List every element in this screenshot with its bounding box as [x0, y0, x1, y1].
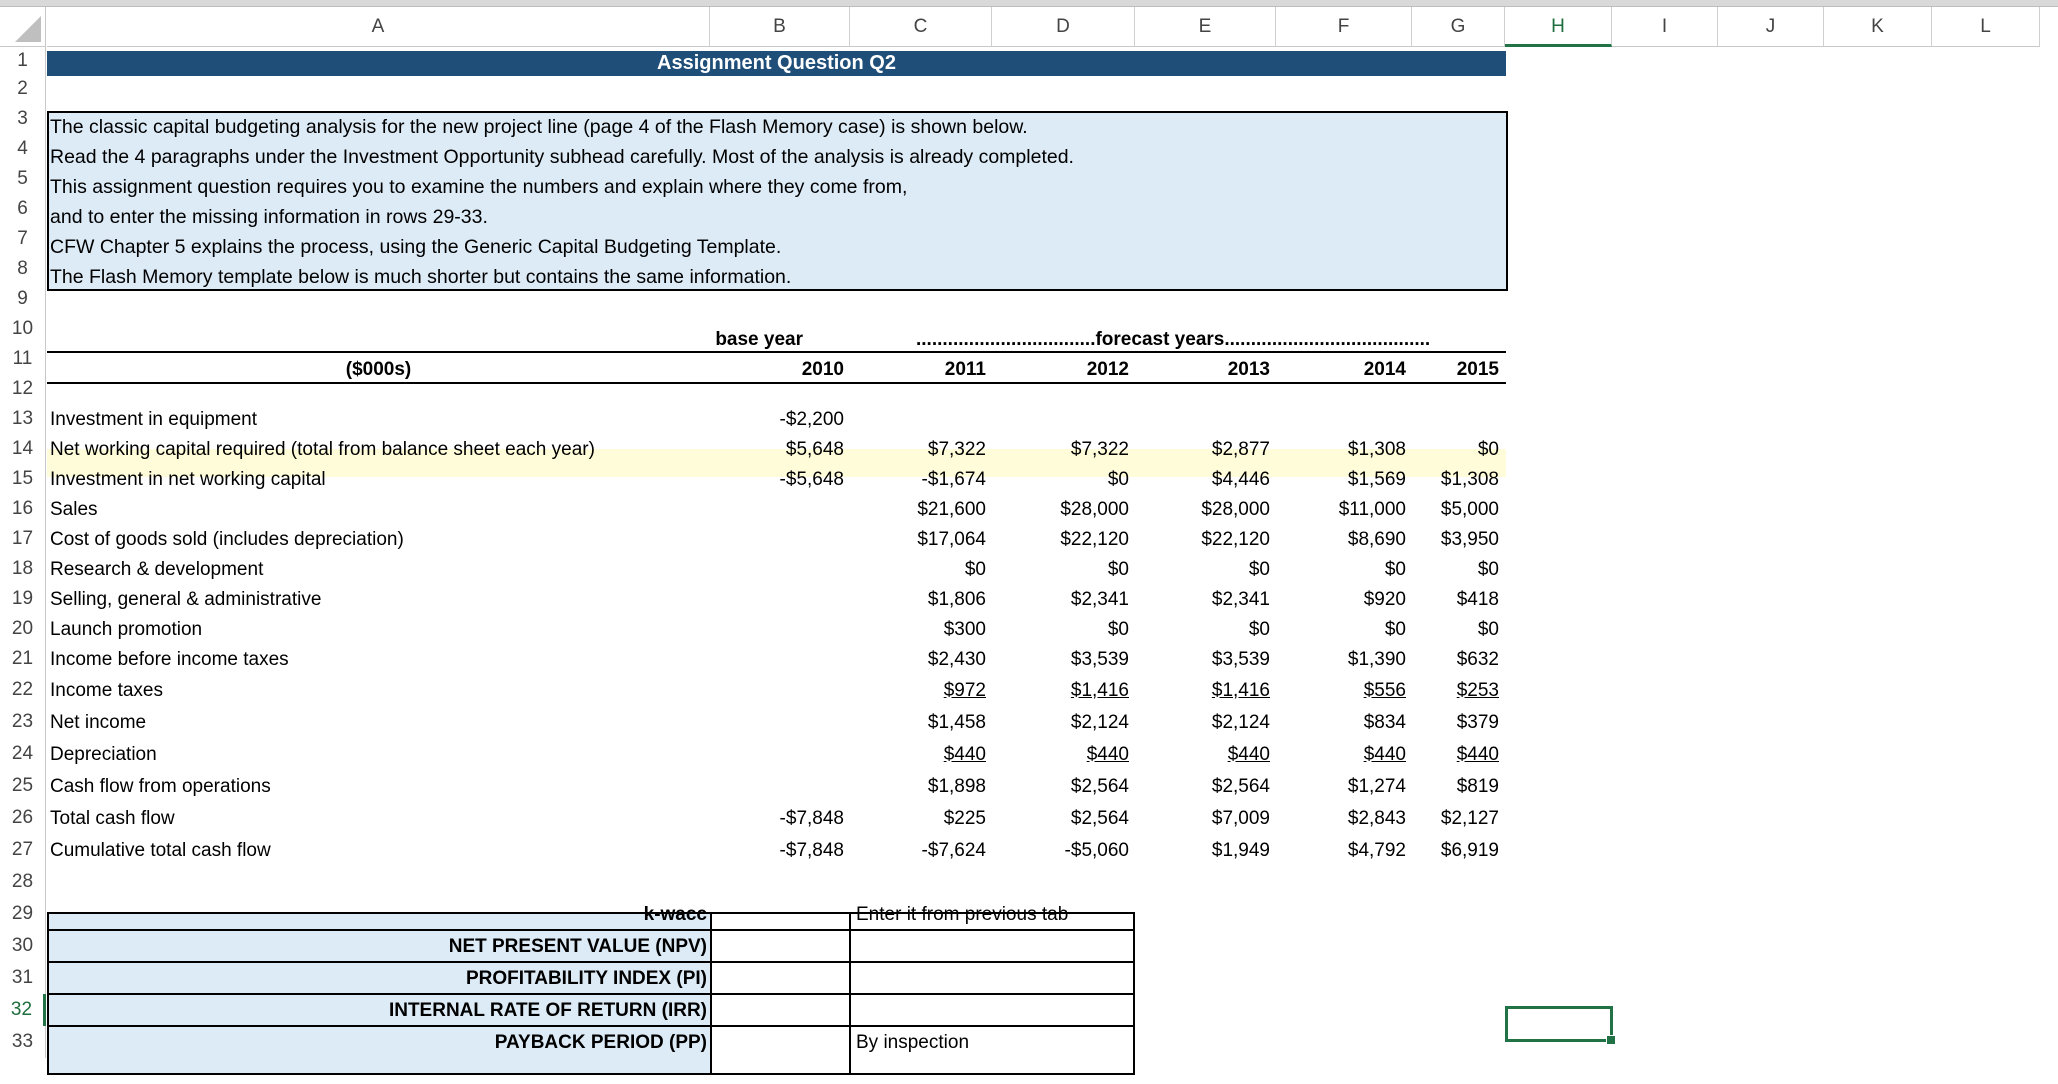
- table-cell[interactable]: [1412, 614, 1499, 644]
- table-cell[interactable]: [850, 434, 986, 464]
- row-header-6[interactable]: 6: [0, 194, 46, 224]
- table-cell[interactable]: [710, 464, 844, 494]
- row-label: Net income: [50, 711, 147, 733]
- value-cell[interactable]: $1,806: [927, 588, 986, 610]
- value-cell[interactable]: $2,564: [1211, 775, 1270, 797]
- value-cell[interactable]: $0: [1107, 558, 1129, 580]
- table-cell[interactable]: [1135, 644, 1270, 674]
- metric-note[interactable]: [856, 962, 1132, 994]
- instruction-line: CFW Chapter 5 explains the process, using the Generic Capital Budgeting Template.: [50, 235, 782, 258]
- table-cell[interactable]: [1276, 524, 1406, 554]
- row-header-1[interactable]: 1: [0, 47, 46, 74]
- row-header-25[interactable]: 25: [0, 770, 46, 802]
- value-cell[interactable]: $4,792: [1347, 839, 1406, 861]
- table-cell[interactable]: [1135, 584, 1270, 614]
- metric-label: k-wacc: [643, 903, 707, 925]
- row-header-4[interactable]: 4: [0, 134, 46, 164]
- row-header-30[interactable]: 30: [0, 930, 46, 962]
- instruction-line: Read the 4 paragraphs under the Investment Opportunity subhead carefully. Most of the analysis is already completed.: [50, 145, 1074, 168]
- row-label: Depreciation: [50, 743, 157, 765]
- table-cell[interactable]: [992, 770, 1129, 802]
- table-cell[interactable]: [710, 834, 844, 866]
- row-header-20[interactable]: 20: [0, 614, 46, 644]
- table-cell[interactable]: [850, 674, 986, 706]
- row-label: Investment in net working capital: [50, 468, 326, 490]
- value-cell[interactable]: $2,564: [1070, 775, 1129, 797]
- table-cell[interactable]: [1276, 738, 1406, 770]
- table-cell[interactable]: [850, 644, 986, 674]
- metric-input-cell[interactable]: [712, 962, 849, 994]
- metric-label: INTERNAL RATE OF RETURN (IRR): [388, 999, 707, 1021]
- row-label: Launch promotion: [50, 618, 203, 640]
- table-cell[interactable]: [1276, 584, 1406, 614]
- metric-note[interactable]: [856, 930, 1132, 962]
- table-cell[interactable]: [1276, 434, 1406, 464]
- table-cell[interactable]: [1412, 674, 1499, 706]
- value-cell[interactable]: $28,000: [1201, 498, 1270, 520]
- row-header-15[interactable]: 15: [0, 464, 46, 494]
- value-cell[interactable]: $440: [1363, 743, 1406, 765]
- row-label: Income before income taxes: [50, 648, 289, 670]
- table-cell[interactable]: [1412, 464, 1499, 494]
- value-cell[interactable]: $3,539: [1211, 648, 1270, 670]
- row-header-22[interactable]: 22: [0, 674, 46, 706]
- table-cell[interactable]: [992, 706, 1129, 738]
- value-cell[interactable]: $418: [1456, 588, 1499, 610]
- table-cell[interactable]: [1135, 554, 1270, 584]
- value-cell[interactable]: $225: [943, 807, 986, 829]
- column-header-h[interactable]: H: [1505, 7, 1612, 47]
- column-header-l[interactable]: L: [1932, 7, 2040, 47]
- value-cell[interactable]: $556: [1363, 679, 1406, 701]
- instruction-line: The Flash Memory template below is much shorter but contains the same information.: [50, 265, 792, 288]
- active-cell-selection[interactable]: [1505, 1006, 1613, 1042]
- row-header-33[interactable]: 33: [0, 1026, 46, 1058]
- table-cell[interactable]: [1412, 554, 1499, 584]
- row-label: Total cash flow: [50, 807, 175, 829]
- metric-note[interactable]: Enter it from previous tab: [856, 903, 1069, 925]
- table-cell[interactable]: [1135, 494, 1270, 524]
- metric-note[interactable]: By inspection: [856, 1031, 970, 1053]
- value-cell[interactable]: $2,843: [1347, 807, 1406, 829]
- value-cell[interactable]: $2,127: [1440, 807, 1499, 829]
- value-cell[interactable]: $21,600: [917, 498, 986, 520]
- row-header-7[interactable]: 7: [0, 224, 46, 254]
- value-cell[interactable]: $379: [1456, 711, 1499, 733]
- value-cell[interactable]: $920: [1363, 588, 1406, 610]
- table-cell[interactable]: [1135, 614, 1270, 644]
- value-cell[interactable]: $22,120: [1060, 528, 1129, 550]
- metric-input-cell[interactable]: [712, 994, 849, 1026]
- value-cell[interactable]: $7,009: [1211, 807, 1270, 829]
- row-header-28[interactable]: 28: [0, 866, 46, 898]
- table-cell[interactable]: [1276, 494, 1406, 524]
- value-cell[interactable]: $440: [1227, 743, 1270, 765]
- row-header-17[interactable]: 17: [0, 524, 46, 554]
- metric-input-cell[interactable]: [712, 898, 849, 930]
- table-cell[interactable]: [1276, 614, 1406, 644]
- value-cell[interactable]: $972: [943, 679, 986, 701]
- table-cell[interactable]: [1135, 834, 1270, 866]
- value-cell[interactable]: $0: [1384, 558, 1406, 580]
- metric-label: NET PRESENT VALUE (NPV): [448, 935, 707, 957]
- value-cell[interactable]: $300: [943, 618, 986, 640]
- table-cell[interactable]: [992, 524, 1129, 554]
- row-header-11[interactable]: 11: [0, 344, 46, 374]
- row-header-16[interactable]: 16: [0, 494, 46, 524]
- table-cell[interactable]: [1276, 464, 1406, 494]
- value-cell[interactable]: -$7,624: [921, 839, 986, 861]
- value-cell[interactable]: $17,064: [917, 528, 986, 550]
- table-cell[interactable]: [1276, 802, 1406, 834]
- instruction-line: This assignment question requires you to examine the numbers and explain where they come from,: [50, 175, 908, 198]
- value-cell[interactable]: $0: [1384, 618, 1406, 640]
- row-header-26[interactable]: 26: [0, 802, 46, 834]
- table-cell[interactable]: [1135, 674, 1270, 706]
- value-cell[interactable]: $632: [1456, 648, 1499, 670]
- value-cell[interactable]: $0: [1248, 558, 1270, 580]
- value-cell[interactable]: $1,390: [1347, 648, 1406, 670]
- row-header-5[interactable]: 5: [0, 164, 46, 194]
- column-header-d[interactable]: D: [992, 7, 1135, 47]
- table-cell[interactable]: [992, 834, 1129, 866]
- column-header-g[interactable]: G: [1412, 7, 1505, 47]
- row-header-29[interactable]: 29: [0, 898, 46, 930]
- value-cell[interactable]: $7,322: [1070, 438, 1129, 460]
- row-label: Cost of goods sold (includes depreciation): [50, 528, 404, 550]
- value-cell[interactable]: -$5,648: [779, 468, 844, 490]
- table-cell[interactable]: [710, 802, 844, 834]
- value-cell[interactable]: -$5,060: [1064, 839, 1129, 861]
- column-header-a[interactable]: A: [47, 7, 710, 47]
- value-cell[interactable]: $4,446: [1211, 468, 1270, 490]
- value-cell[interactable]: $28,000: [1060, 498, 1129, 520]
- year-header-2013: 2013: [1227, 358, 1270, 380]
- row-header-13[interactable]: 13: [0, 404, 46, 434]
- value-cell[interactable]: -$1,674: [921, 468, 986, 490]
- value-cell[interactable]: $5,000: [1440, 498, 1499, 520]
- value-cell[interactable]: $6,919: [1440, 839, 1499, 861]
- value-cell[interactable]: $0: [1477, 618, 1499, 640]
- row-header-23[interactable]: 23: [0, 706, 46, 738]
- row-header-10[interactable]: 10: [0, 314, 46, 344]
- value-cell[interactable]: $0: [1107, 618, 1129, 640]
- table-cell[interactable]: [1276, 554, 1406, 584]
- row-header-21[interactable]: 21: [0, 644, 46, 674]
- year-header-2011: 2011: [944, 358, 986, 380]
- column-header-j[interactable]: J: [1718, 7, 1824, 47]
- table-cell[interactable]: [1135, 434, 1270, 464]
- table-cell[interactable]: [992, 802, 1129, 834]
- row-header-27[interactable]: 27: [0, 834, 46, 866]
- value-cell[interactable]: $0: [1477, 558, 1499, 580]
- value-cell[interactable]: $1,569: [1347, 468, 1406, 490]
- value-cell[interactable]: $0: [964, 558, 986, 580]
- row-label: Cumulative total cash flow: [50, 839, 271, 861]
- table-cell[interactable]: [1135, 770, 1270, 802]
- year-header-2015: 2015: [1456, 358, 1499, 380]
- row-label: Income taxes: [50, 679, 163, 701]
- row-label: Sales: [50, 498, 98, 520]
- table-cell[interactable]: [992, 434, 1129, 464]
- row-header-32[interactable]: 32: [0, 994, 46, 1026]
- column-header-k[interactable]: K: [1824, 7, 1932, 47]
- table-cell[interactable]: [850, 706, 986, 738]
- table-cell[interactable]: [992, 738, 1129, 770]
- table-cell[interactable]: [710, 434, 844, 464]
- row-header-31[interactable]: 31: [0, 962, 46, 994]
- row-label: Investment in equipment: [50, 408, 258, 430]
- header-top-border: [47, 351, 1506, 353]
- header-bottom-border: [47, 382, 1506, 384]
- table-cell[interactable]: [1276, 674, 1406, 706]
- value-cell[interactable]: -$7,848: [779, 807, 844, 829]
- year-header-2014: 2014: [1363, 358, 1406, 380]
- value-cell[interactable]: $2,124: [1211, 711, 1270, 733]
- table-cell[interactable]: [1412, 834, 1499, 866]
- table-cell[interactable]: [992, 644, 1129, 674]
- value-cell[interactable]: $7,322: [927, 438, 986, 460]
- metric-note[interactable]: [856, 994, 1132, 1026]
- table-cell[interactable]: [1276, 706, 1406, 738]
- value-cell[interactable]: $819: [1456, 775, 1499, 797]
- value-cell[interactable]: -$2,200: [779, 408, 844, 430]
- table-cell[interactable]: [1412, 706, 1499, 738]
- table-cell[interactable]: [992, 554, 1129, 584]
- select-all-button[interactable]: [0, 7, 46, 47]
- value-cell[interactable]: $0: [1477, 438, 1499, 460]
- table-cell[interactable]: [1412, 738, 1499, 770]
- table-cell[interactable]: [850, 614, 986, 644]
- metric-label: PAYBACK PERIOD (PP): [494, 1031, 707, 1053]
- sheet-title: Assignment Question Q2: [47, 51, 1506, 76]
- table-cell[interactable]: [850, 554, 986, 584]
- units-label: ($000s): [345, 358, 412, 380]
- table-cell[interactable]: [1135, 464, 1270, 494]
- row-header-8[interactable]: 8: [0, 254, 46, 284]
- table-cell[interactable]: [1276, 834, 1406, 866]
- metric-label: PROFITABILITY INDEX (PI): [465, 967, 707, 989]
- table-cell[interactable]: [850, 524, 986, 554]
- value-cell[interactable]: $2,341: [1070, 588, 1129, 610]
- table-cell[interactable]: [710, 404, 844, 434]
- value-cell[interactable]: -$7,848: [779, 839, 844, 861]
- value-cell[interactable]: $1,308: [1347, 438, 1406, 460]
- table-cell[interactable]: [992, 464, 1129, 494]
- table-cell[interactable]: [1412, 770, 1499, 802]
- column-header-b[interactable]: B: [710, 7, 850, 47]
- value-cell[interactable]: $1,949: [1211, 839, 1270, 861]
- column-header-i[interactable]: I: [1612, 7, 1718, 47]
- table-cell[interactable]: [850, 834, 986, 866]
- row-label: Research & development: [50, 558, 264, 580]
- table-cell[interactable]: [992, 584, 1129, 614]
- row-header-9[interactable]: 9: [0, 284, 46, 314]
- row-label: Cash flow from operations: [50, 775, 271, 797]
- value-cell[interactable]: $1,416: [1070, 679, 1129, 701]
- value-cell[interactable]: $2,564: [1070, 807, 1129, 829]
- fill-handle[interactable]: [1606, 1035, 1616, 1045]
- row-header-14[interactable]: 14: [0, 434, 46, 464]
- row-header-24[interactable]: 24: [0, 738, 46, 770]
- value-cell[interactable]: $834: [1363, 711, 1406, 733]
- instruction-line: The classic capital budgeting analysis for the new project line (page 4 of the Flash Memory case) is shown below.: [50, 115, 1028, 138]
- row-header-18[interactable]: 18: [0, 554, 46, 584]
- value-cell[interactable]: $1,458: [927, 711, 986, 733]
- value-cell[interactable]: $253: [1456, 679, 1499, 701]
- metric-input-cell[interactable]: [712, 1026, 849, 1058]
- value-cell[interactable]: $0: [1107, 468, 1129, 490]
- table-cell[interactable]: [850, 738, 986, 770]
- column-header-c[interactable]: C: [850, 7, 992, 47]
- column-header-e[interactable]: E: [1135, 7, 1276, 47]
- value-cell[interactable]: $2,430: [927, 648, 986, 670]
- table-cell[interactable]: [1412, 494, 1499, 524]
- value-cell[interactable]: $3,539: [1070, 648, 1129, 670]
- table-cell[interactable]: [1135, 706, 1270, 738]
- row-label: Selling, general & administrative: [50, 588, 322, 610]
- table-cell[interactable]: [1135, 524, 1270, 554]
- value-cell[interactable]: $1,274: [1347, 775, 1406, 797]
- value-cell[interactable]: $1,898: [927, 775, 986, 797]
- value-cell[interactable]: $2,124: [1070, 711, 1129, 733]
- value-cell[interactable]: $2,877: [1211, 438, 1270, 460]
- row-header-19[interactable]: 19: [0, 584, 46, 614]
- row-header-3[interactable]: 3: [0, 104, 46, 134]
- forecast-years-label: ..................................forecast years.......................................: [916, 328, 1431, 350]
- value-cell[interactable]: $440: [1086, 743, 1129, 765]
- toolbar-edge: [0, 0, 2058, 7]
- table-cell[interactable]: [850, 802, 986, 834]
- value-cell[interactable]: $2,341: [1211, 588, 1270, 610]
- table-cell[interactable]: [992, 614, 1129, 644]
- value-cell[interactable]: $8,690: [1347, 528, 1406, 550]
- table-cell[interactable]: [850, 770, 986, 802]
- table-cell[interactable]: [1412, 802, 1499, 834]
- value-cell[interactable]: $22,120: [1201, 528, 1270, 550]
- value-cell[interactable]: $1,308: [1440, 468, 1499, 490]
- table-cell[interactable]: [1276, 644, 1406, 674]
- table-cell[interactable]: [992, 674, 1129, 706]
- metric-input-cell[interactable]: [712, 930, 849, 962]
- value-cell[interactable]: $1,416: [1211, 679, 1270, 701]
- year-header-2010: 2010: [801, 358, 844, 380]
- table-cell[interactable]: [1412, 434, 1499, 464]
- value-cell[interactable]: $5,648: [785, 438, 844, 460]
- table-cell[interactable]: [1135, 738, 1270, 770]
- table-cell[interactable]: [992, 494, 1129, 524]
- row-header-2[interactable]: 2: [0, 74, 46, 104]
- row-label: Net working capital required (total from balance sheet each year): [50, 438, 595, 460]
- value-cell[interactable]: $11,000: [1338, 498, 1406, 520]
- table-cell[interactable]: [1412, 644, 1499, 674]
- table-cell[interactable]: [1412, 524, 1499, 554]
- value-cell[interactable]: $0: [1248, 618, 1270, 640]
- table-cell[interactable]: [1276, 770, 1406, 802]
- value-cell[interactable]: $440: [1456, 743, 1499, 765]
- table-cell[interactable]: [850, 464, 986, 494]
- table-cell[interactable]: [850, 584, 986, 614]
- instruction-line: and to enter the missing information in rows 29-33.: [50, 205, 488, 228]
- column-header-f[interactable]: F: [1276, 7, 1412, 47]
- row-header-12[interactable]: 12: [0, 374, 46, 404]
- table-cell[interactable]: [850, 494, 986, 524]
- table-cell[interactable]: [1412, 584, 1499, 614]
- value-cell[interactable]: $440: [943, 743, 986, 765]
- value-cell[interactable]: $3,950: [1440, 528, 1499, 550]
- year-header-2012: 2012: [1086, 358, 1129, 380]
- base-year-label: base year: [715, 328, 803, 350]
- table-cell[interactable]: [1135, 802, 1270, 834]
